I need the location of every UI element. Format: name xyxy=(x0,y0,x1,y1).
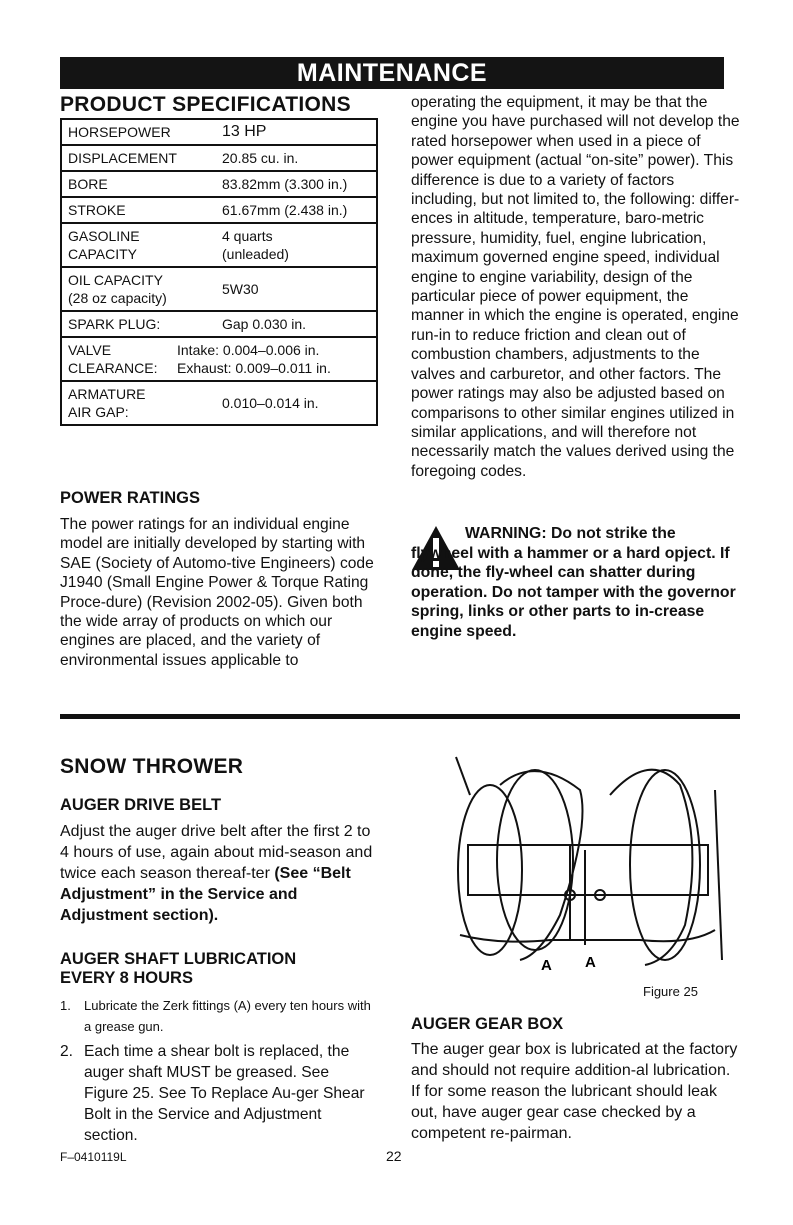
spec-row: GASOLINE CAPACITY 4 quarts (unleaded) xyxy=(62,224,376,268)
section-divider xyxy=(60,714,740,719)
belt-adjustment-reference: (See “Belt Adjustment” in the Service and Adjustment section). xyxy=(60,865,351,924)
spec-row: VALVE CLEARANCE: Intake: 0.004–0.006 in. Exhaust: 0.009–0.011 in. xyxy=(62,338,376,382)
figure-caption: Figure 25 xyxy=(643,984,698,999)
list-item: 1. Lubricate the Zerk fittings (A) every ten hours with a grease gun. xyxy=(60,998,371,1034)
auger-gear-box-heading: AUGER GEAR BOX xyxy=(411,1015,564,1033)
spec-row: BORE 83.82mm (3.300 in.) xyxy=(62,172,376,198)
snow-thrower-heading: SNOW THROWER xyxy=(60,755,244,778)
spec-row: SPARK PLUG: Gap 0.030 in. xyxy=(62,312,376,338)
power-ratings-heading: POWER RATINGS xyxy=(60,489,200,507)
warning-text: WARNING: Do not strike the flywheel with a hammer or a hard opject. If done, the fly-wheel can shatter during operation. Do not tamper with the governor spring, links or other parts to in-crease engine speed. xyxy=(411,525,736,640)
auger-drive-belt-text: Adjust the auger drive belt after the first 2 to 4 hours of use, again about mid-season and twice each season thereaf-ter (See “Belt Adjustment” in the Service and Adjustment section). xyxy=(60,823,373,924)
auger-figure xyxy=(440,755,740,985)
spec-row: OIL CAPACITY (28 oz capacity) 5W30 xyxy=(62,268,376,312)
spec-row: STROKE 61.67mm (2.438 in.) xyxy=(62,198,376,224)
auger-shaft-heading: AUGER SHAFT LUBRICATION EVERY 8 HOURS xyxy=(60,950,297,987)
spec-row: HORSEPOWER 13 HP xyxy=(62,120,376,146)
maintenance-banner: MAINTENANCE xyxy=(60,57,724,89)
document-code: F–0410119L xyxy=(60,1150,127,1164)
product-specs-heading: PRODUCT SPECIFICATIONS xyxy=(60,93,351,116)
power-ratings-text-right: operating the equipment, it may be that the engine you have purchased will not develop the rated horsepower when used in a piece of power equipment (actual “on-site” power). This difference is due to a variety of factors including, but not limited to, the following: differ-ences in altitude, temperature, baro-metric pressure, humidity, fuel, engine lubrication, maximum governed engine speed, individual engine to engine variability, design of the particular piece of power equipment, the manner in which the engine is operated, engine run-in to reduce friction and clean out of combustion chambers, adjustments to the valves and carburetor, and other factors. The power ratings may also be adjusted based on comparisons to other similar engines utilized in similar applications, and will therefore not necessarily match the values derived using the foregoing codes. xyxy=(411,94,740,480)
figure-label-a: A xyxy=(541,957,552,974)
list-item: 2. Each time a shear bolt is replaced, the auger shaft MUST be greased. See Figure 25. See To Replace Au-ger Shear Bolt in the Service and Adjustment section. xyxy=(60,1043,365,1144)
spec-table xyxy=(60,118,378,426)
auger-shaft-steps xyxy=(60,995,376,1146)
auger-drive-belt-heading: AUGER DRIVE BELT xyxy=(60,796,222,814)
auger-gear-box-text: The auger gear box is lubricated at the factory and should not require addition-al lubrication. If for some reason the lubricant should leak out, have auger gear case checked by a competent re-pairman. xyxy=(411,1041,738,1142)
figure-label-a: A xyxy=(585,954,596,971)
power-ratings-text-left: The power ratings for an individual engine model are initially developed by starting with SAE (Society of Automo-tive Engineers) code J1940 (Small Engine Power & Torque Rating Proce-dure) (Revision 2002-05). Given both the wide array of products on which our engines are placed, and the variety of environmental issues applicable to xyxy=(60,516,374,669)
spec-row: ARMATURE AIR GAP: 0.010–0.014 in. xyxy=(68,386,319,420)
page-number: 22 xyxy=(386,1148,402,1164)
spec-row: DISPLACEMENT 20.85 cu. in. xyxy=(62,146,376,172)
